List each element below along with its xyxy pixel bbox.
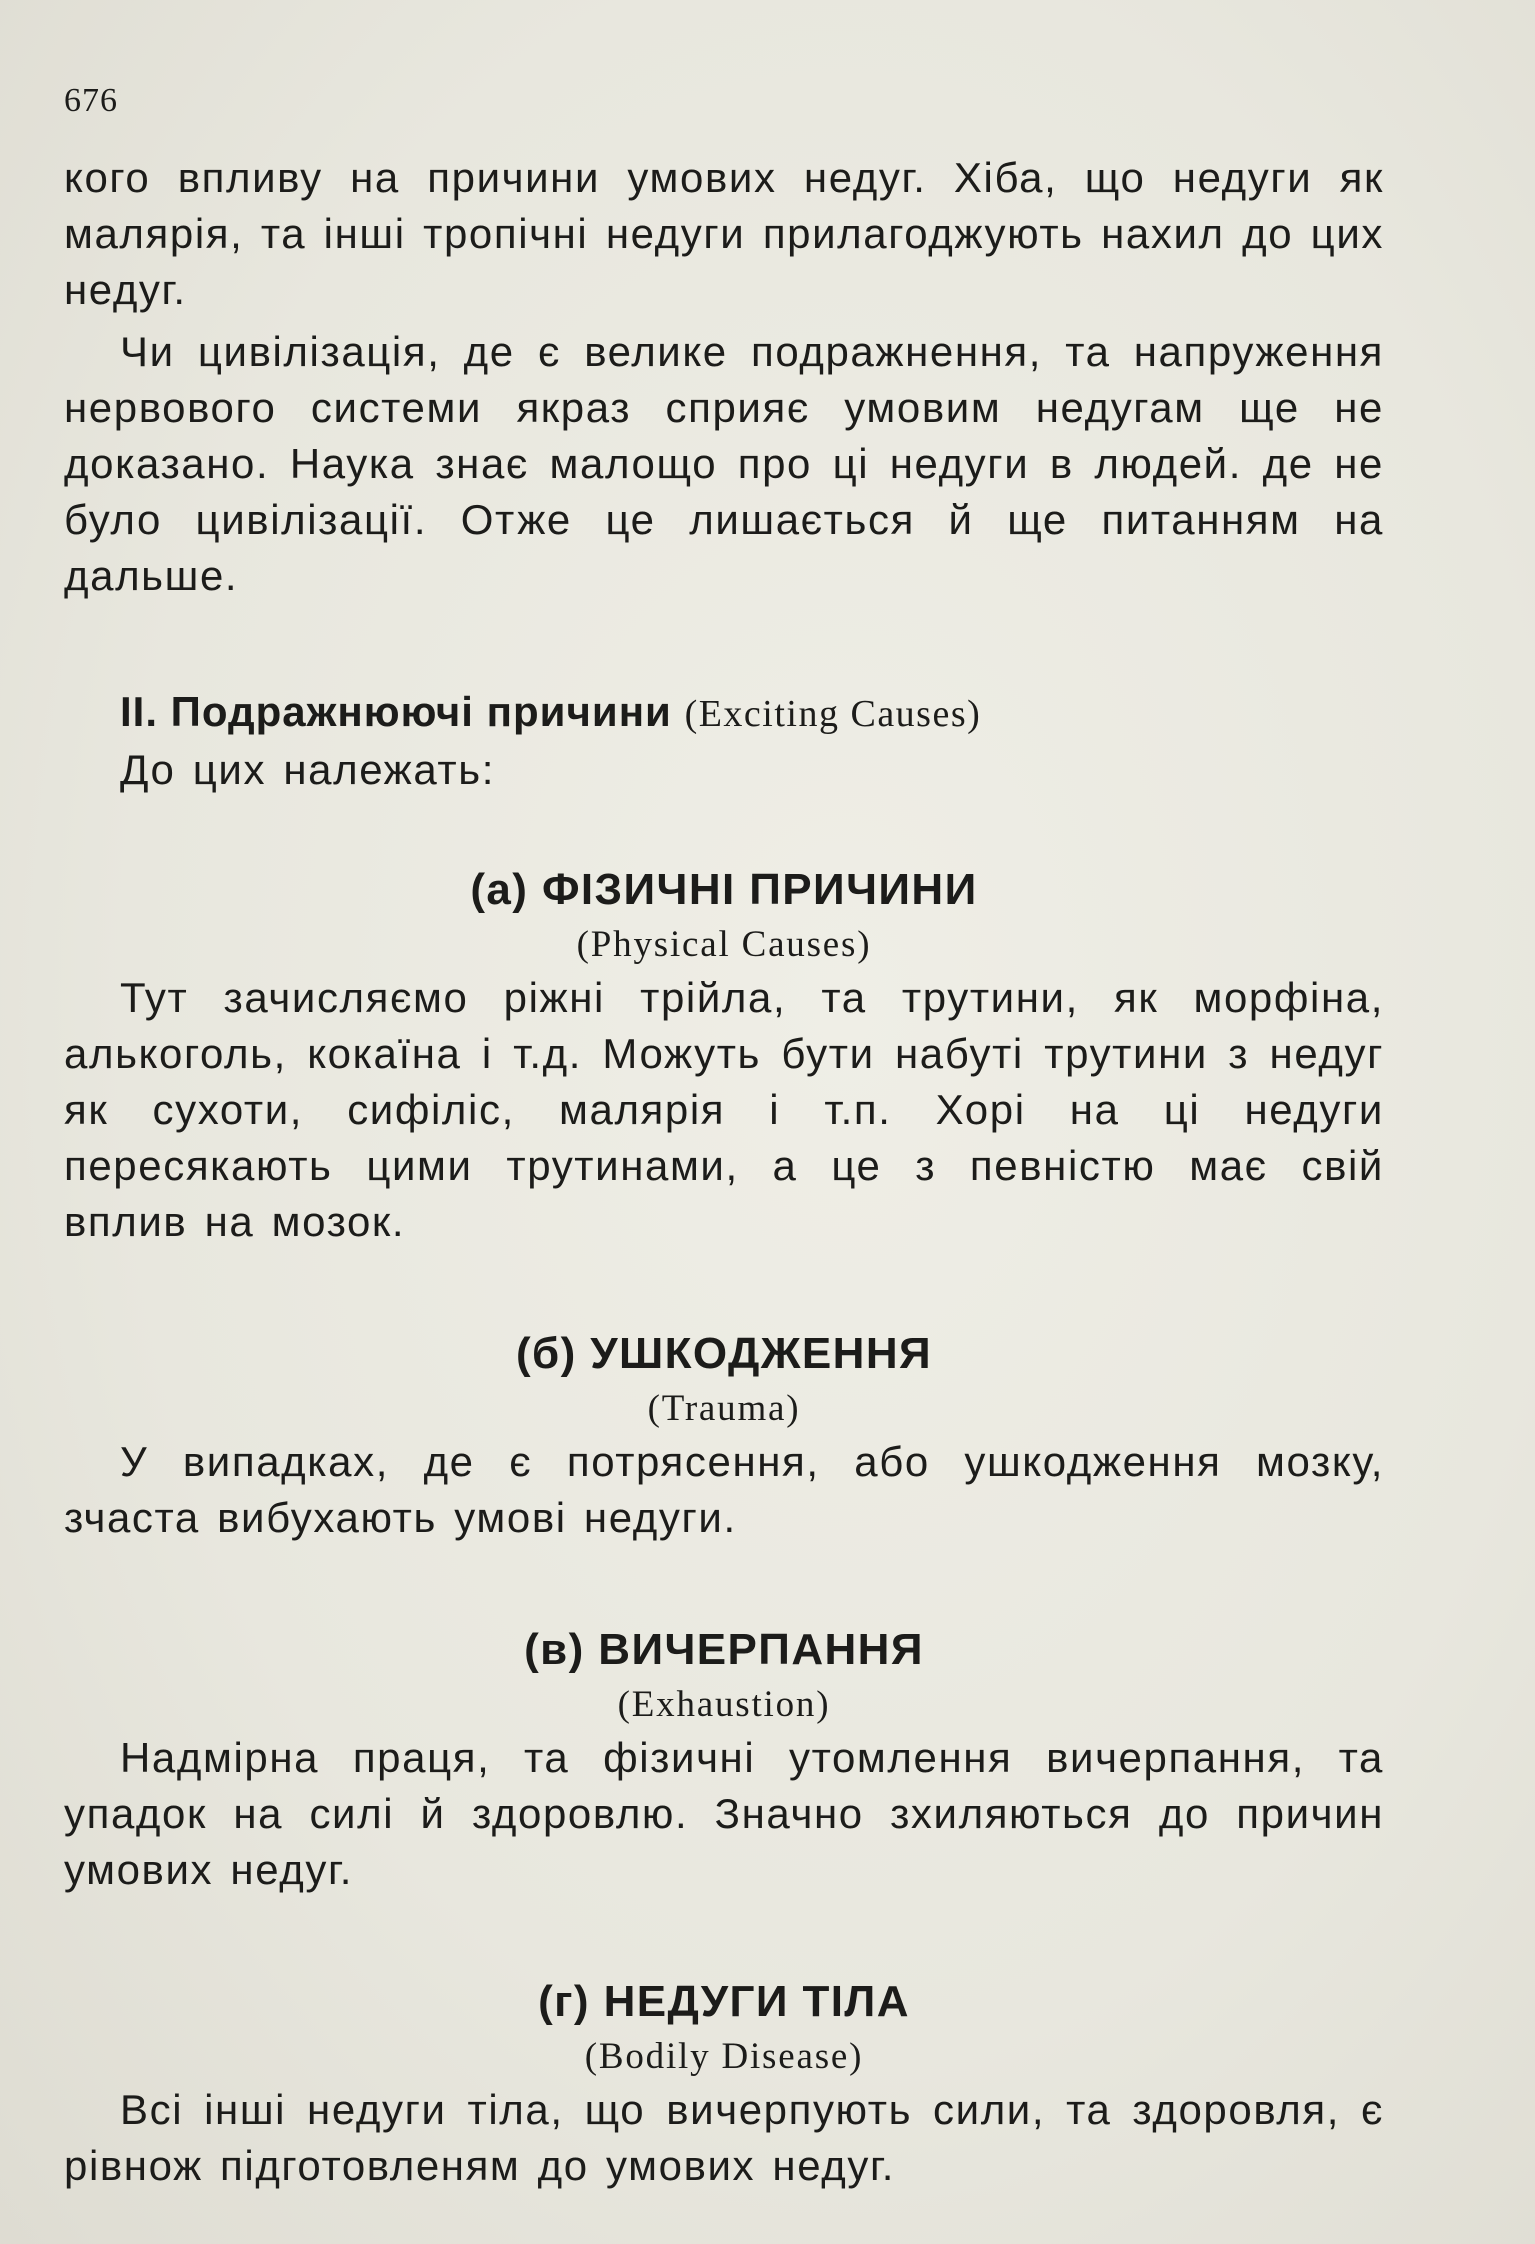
intro-paragraph-1: кого впливу на причини умових недуг. Хіба, що недуги як малярія, та інші тропічні недуги прилагоджують нахил до цих недуг. xyxy=(64,154,1384,313)
subsection-subtitle: (Physical Causes) xyxy=(576,924,872,965)
subsection-text: У випадках, де є потрясення, або ушкодження мозку, зчаста вибухають умові недуги. xyxy=(64,1438,1384,1541)
subsection-title: (а) ФІЗИЧНІ ПРИЧИНИ xyxy=(470,865,978,914)
subsection-physical-causes xyxy=(64,860,1384,1250)
page-content xyxy=(64,150,1384,2194)
subsection-subtitle: (Exhaustion) xyxy=(617,1684,831,1725)
section-title: II. Подражнюючі причини xyxy=(120,688,672,735)
subsection-title: (б) УШКОДЖЕННЯ xyxy=(515,1329,933,1378)
section-heading-exciting-causes xyxy=(64,684,1384,742)
subsection-bodily-disease xyxy=(64,1972,1384,2194)
page-number: 676 xyxy=(64,82,118,119)
section-intro: До цих належать: xyxy=(120,746,495,793)
intro-paragraph-2: Чи цивілізація, де є велике подражнення, та напруження нервового системи якраз сприяє умовим недугам ще не доказано. Наука знає малощо про ці недуги в людей. де не було цивілізації. Отже це лишається й ще питанням на дальше. xyxy=(64,328,1384,599)
subsection-title: (в) ВИЧЕРПАННЯ xyxy=(524,1625,924,1674)
section-title-english: (Exciting Causes) xyxy=(684,693,982,735)
subsection-text: Всі інші недуги тіла, що вичерпують сили, та здоровля, є рівнож підготовленям до умових недуг. xyxy=(64,2086,1384,2189)
subsection-subtitle: (Bodily Disease) xyxy=(584,2036,864,2077)
subsection-text: Надмірна праця, та фізичні утомлення вичерпання, та упадок на силі й здоровлю. Значно зхиляються до причин умових недуг. xyxy=(64,1734,1384,1893)
subsection-trauma xyxy=(64,1324,1384,1546)
subsection-title: (г) НЕДУГИ ТІЛА xyxy=(538,1977,910,2026)
subsection-exhaustion xyxy=(64,1620,1384,1898)
subsection-subtitle: (Trauma) xyxy=(647,1388,801,1429)
subsection-text: Тут зачисляємо ріжні трійла, та трутини, як морфіна, алькоголь, кокаїна і т.д. Можуть бути набуті трутини з недуг як сухоти, сифіліс, малярія і т.п. Хорі на ці недуги пересякають цими трутинами, а це з певністю має свій вплив на мозок. xyxy=(64,974,1384,1245)
